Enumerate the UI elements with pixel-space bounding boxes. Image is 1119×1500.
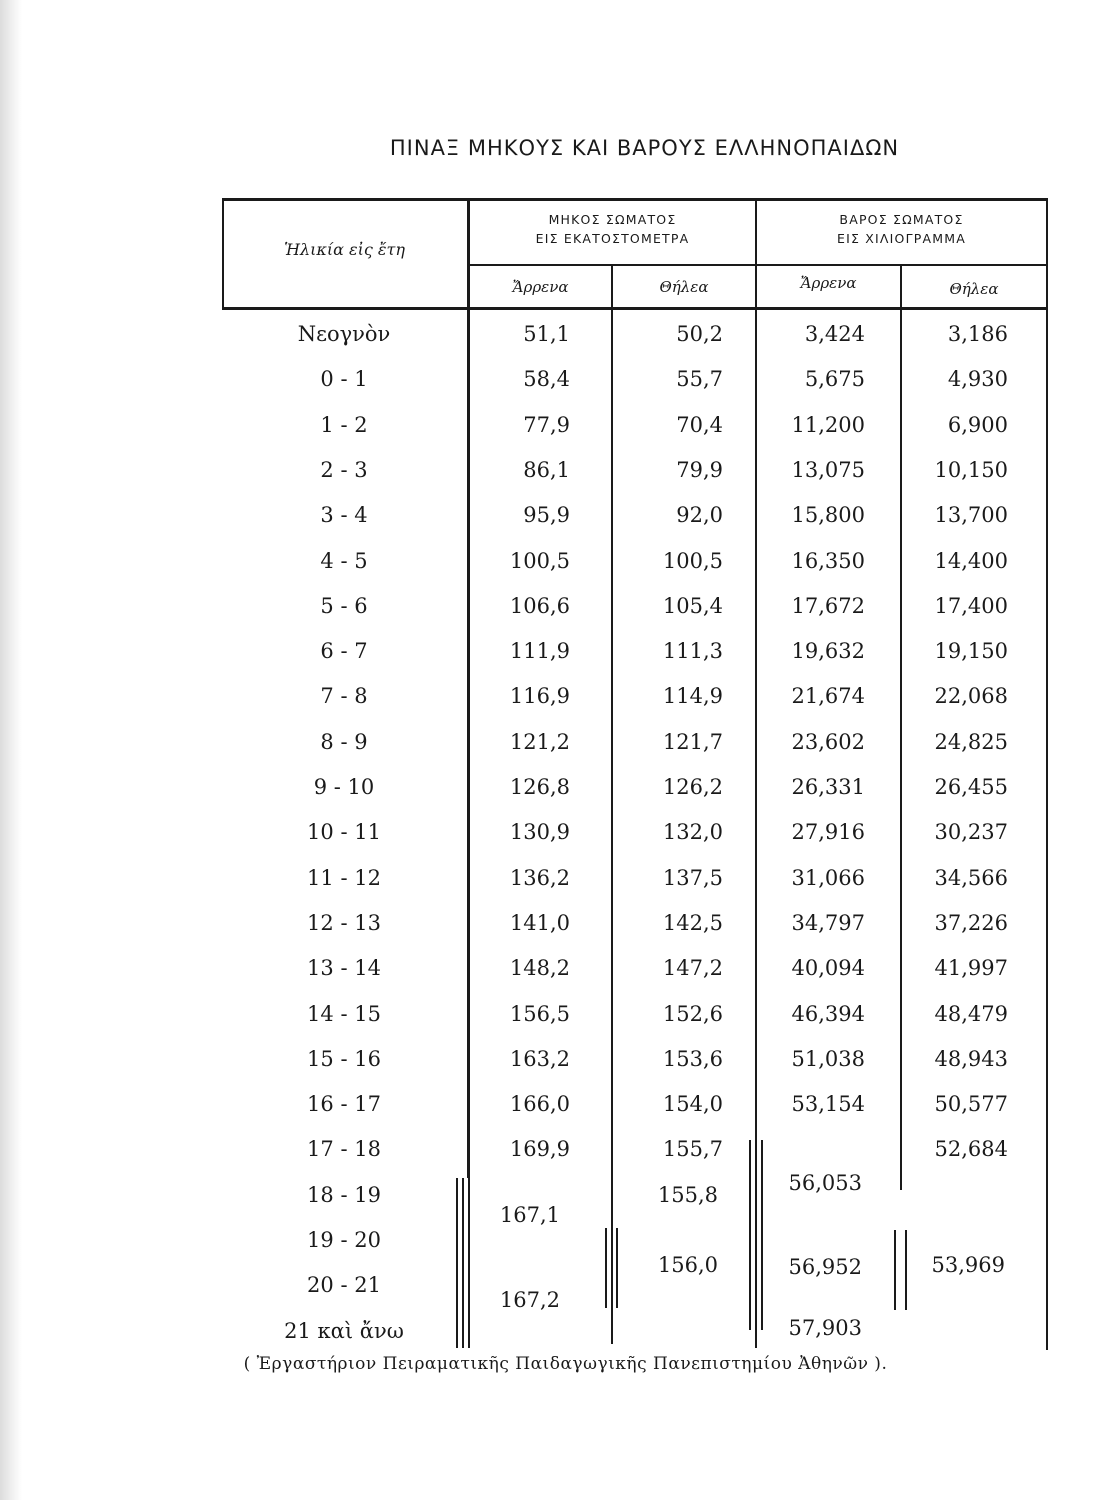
cell-wt-m: 26,331 [791,775,865,799]
length-header-line2: ΕΙΣ ΕΚΑΤΟΣΤΟΜΕΤΡΑ [535,231,690,246]
weight-group-header [757,210,1046,248]
cell-len-f: 50,2 [676,322,723,346]
cell-len-m: 166,0 [509,1092,570,1117]
row-age: Νεογνὸν [297,322,391,346]
cell-len-f: 114,9 [662,684,723,709]
page-title [85,136,1119,160]
cell-len-f: 155,7 [662,1137,723,1162]
cell-len-f: 153,6 [662,1046,723,1071]
title-text: ΠΙΝΑΞ ΜΗΚΟΥΣ ΚΑΙ ΒΑΡΟΥΣ ΕΛΛΗΝΟΠΑΙΔΩΝ [389,136,900,160]
cell-len-m: 58,4 [523,367,570,392]
cell-len-f: 137,5 [662,865,723,890]
cell-len-f: 121,7 [662,729,723,754]
cell-wt-m: 34,797 [791,910,865,935]
group-divider [469,264,1048,266]
merge-bar [605,1228,607,1308]
cell-len-f: 100,5 [662,548,723,573]
row-age: 18 - 19 [307,1182,381,1207]
row-age: 2 - 3 [320,457,368,482]
cell-len-f: 92,0 [676,503,723,528]
cell-wt-f: 48,479 [934,1001,1008,1026]
cell-len-f: 111,3 [662,639,723,664]
merge-bar [761,1140,763,1330]
cell-wt-f: 19,150 [934,639,1008,664]
cell-len-f: 152,6 [662,1001,723,1026]
weight-header-line2: ΕΙΣ ΧΙΛΙΟΓΡΑΜΜΑ [837,231,966,246]
cell-len-m: 77,9 [523,412,570,437]
cell-len-m: 100,5 [509,548,570,573]
cell-wt-m: 16,350 [791,548,865,573]
length-group-header [470,210,755,248]
cell-len-f: 55,7 [676,367,723,392]
cell-wt-m: 31,066 [791,865,865,890]
cell-wt-m: 46,394 [791,1001,865,1026]
cell-len-m: 163,2 [509,1046,570,1071]
row-age: 5 - 6 [320,593,368,618]
age-header: Ἡλικία εἰς ἔτη [284,240,405,259]
cell-wt-f: 22,068 [934,684,1008,709]
cell-wt-f: 14,400 [934,548,1008,573]
cell-len-f: 142,5 [662,910,723,935]
cell-wt-m: 40,094 [791,956,865,981]
cell-wt-f: 4,930 [947,367,1008,392]
cell-wt-f: 37,226 [934,910,1008,935]
row-age: 0 - 1 [320,367,368,392]
length-female-header: Θήλεα [659,278,709,296]
cell-len-f: 126,2 [662,775,723,799]
cell-wt-f: 34,566 [934,865,1008,890]
cell-wt-f: 6,900 [947,412,1008,437]
page-edge [0,0,22,1500]
merged-weight-female: 53,969 [931,1253,1005,1277]
cell-len-m: 95,9 [523,503,570,528]
row-age: 6 - 7 [320,639,368,664]
cell-len-m: 111,9 [509,639,570,664]
cell-len-m: 86,1 [523,457,570,482]
row-age: 15 - 16 [307,1046,381,1071]
row-age: 13 - 14 [307,956,381,981]
row-age: 12 - 13 [307,910,381,935]
cell-wt-f: 50,577 [934,1092,1008,1117]
merged-weight-male: 56,952 [788,1255,862,1279]
source-footer [6,1354,1119,1374]
header-bottom-border [222,307,1048,310]
cell-len-f: 132,0 [662,820,723,845]
cell-wt-f: 52,684 [934,1137,1008,1162]
cell-wt-m: 13,075 [791,457,865,482]
cell-wt-f: 24,825 [934,729,1008,754]
cell-wt-m: 19,632 [791,639,865,664]
cell-len-m: 156,5 [509,1001,570,1026]
cell-len-m: 51,1 [523,322,570,346]
merged-length-male: 167,2 [499,1288,560,1312]
cell-wt-m: 5,675 [804,367,865,392]
cell-len-m: 148,2 [509,956,570,981]
cell-wt-m: 15,800 [791,503,865,528]
cell-wt-f: 30,237 [934,820,1008,845]
cell-wt-f: 41,997 [934,956,1008,981]
merged-weight-male: 57,903 [788,1316,862,1340]
cell-len-f: 154,0 [662,1092,723,1117]
cell-len-m: 116,9 [509,684,570,709]
cell-wt-m: 17,672 [791,593,865,618]
cell-len-f: 79,9 [676,457,723,482]
row-age: 3 - 4 [320,503,368,528]
length-header-line1: ΜΗΚΟΣ ΣΩΜΑΤΟΣ [548,212,677,227]
row-age: 8 - 9 [320,729,368,754]
row-age: 14 - 15 [307,1001,381,1026]
weight-male-header: Ἄρρενα [800,274,857,292]
cell-wt-f: 10,150 [934,457,1008,482]
row-age: 16 - 17 [307,1092,381,1117]
cell-len-m: 169,9 [509,1137,570,1162]
cell-len-m: 141,0 [509,910,570,935]
merge-bar [894,1230,896,1310]
row-age: 7 - 8 [320,684,368,709]
merged-length-female: 156,0 [657,1253,718,1277]
length-male-header: Ἄρρενα [512,278,569,296]
cell-len-m: 126,8 [509,775,570,799]
row-age: 21 καὶ ἄνω [284,1318,404,1343]
cell-wt-f: 26,455 [934,775,1008,799]
weight-female-header: Θήλεα [949,280,999,298]
right-border [1046,198,1048,1350]
row-age: 20 - 21 [307,1273,381,1298]
cell-wt-m: 51,038 [791,1046,865,1071]
merged-weight-male: 56,053 [788,1171,862,1195]
cell-wt-m: 3,424 [804,322,865,346]
cell-wt-f: 48,943 [934,1046,1008,1071]
cell-wt-f: 3,186 [947,322,1008,346]
cell-wt-f: 13,700 [934,503,1008,528]
table-top-border [222,198,1048,201]
row-age: 4 - 5 [320,548,368,573]
cell-wt-m: 21,674 [791,684,865,709]
merge-bar [749,1140,751,1330]
weight-header-line1: ΒΑΡΟΣ ΣΩΜΑΤΟΣ [839,212,964,227]
row-age: 9 - 10 [313,775,375,799]
row-age: 10 - 11 [307,820,381,845]
cell-len-f: 70,4 [676,412,723,437]
cell-len-m: 136,2 [509,865,570,890]
cell-wt-m: 53,154 [791,1092,865,1117]
row-age: 19 - 20 [307,1228,381,1252]
row-age: 1 - 2 [320,412,368,437]
cell-len-m: 106,6 [509,593,570,618]
cell-wt-m: 27,916 [791,820,865,845]
cell-len-m: 121,2 [509,729,570,754]
merged-length-female: 155,8 [657,1183,718,1207]
footer-text: ( Ἐργαστήριον Πειραματικῆς Παιδαγωγικῆς Πανεπιστημίου Ἀθηνῶν ). [243,1354,888,1374]
data-table [222,198,1048,1350]
cell-len-f: 147,2 [662,956,723,981]
row-age: 11 - 12 [307,865,381,890]
merged-length-male: 167,1 [499,1203,560,1227]
cell-len-m: 130,9 [509,820,570,845]
cell-len-f: 105,4 [662,593,723,618]
cell-wt-f: 17,400 [934,593,1008,618]
cell-wt-m: 11,200 [791,412,865,437]
row-age: 17 - 18 [307,1137,381,1162]
cell-wt-m: 23,602 [791,729,865,754]
